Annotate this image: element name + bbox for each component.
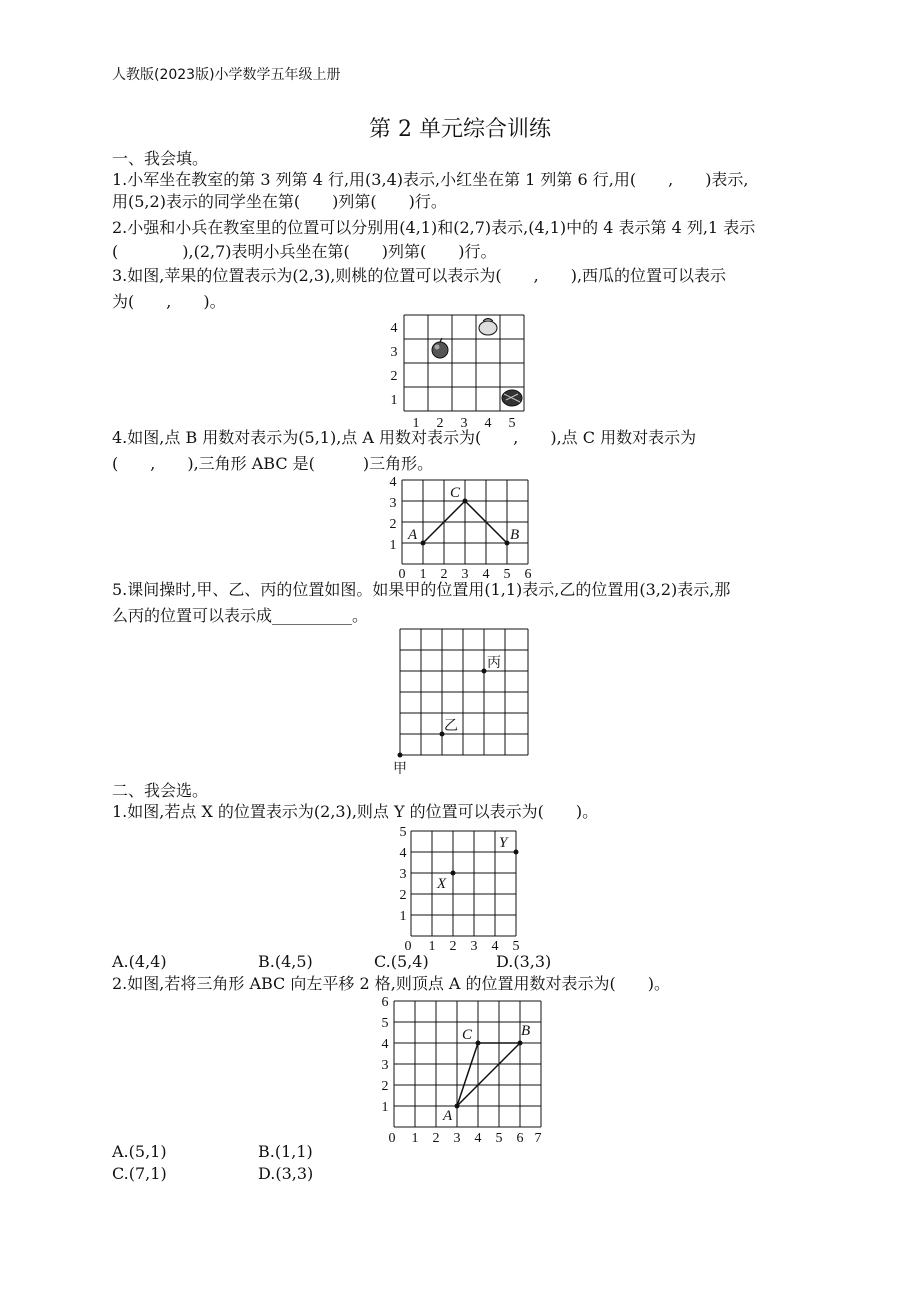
- s2-x-label: 3: [453, 1131, 461, 1146]
- s2-x-label: 5: [495, 1131, 503, 1146]
- q4-x-label: 3: [461, 567, 469, 582]
- q4-x-label: 0: [398, 567, 406, 582]
- s2-label-c: C: [462, 1027, 473, 1043]
- s2-point-a: [455, 1104, 460, 1109]
- s2-option-a[interactable]: A.(5,1): [112, 1142, 167, 1161]
- q1-line1: 1.小军坐在教室的第 3 列第 4 行,用(3,4)表示,小红坐在第 1 列第 6 行,用( , )表示,: [112, 170, 749, 189]
- s2-point-c: [476, 1041, 481, 1046]
- s2-x-label: 0: [388, 1131, 396, 1146]
- s2-triangle-grid: [378, 994, 544, 1146]
- page-title: 第 2 单元综合训练: [369, 117, 551, 142]
- q4-label-a: A: [408, 527, 418, 543]
- q4-x-label: 5: [503, 567, 511, 582]
- q3-x-label: 5: [508, 416, 516, 431]
- s1-y-label: 5: [399, 825, 407, 840]
- s2-x-label: 6: [516, 1131, 524, 1146]
- s2-label-a: A: [443, 1108, 453, 1124]
- q3-y-label: 2: [390, 369, 398, 384]
- q5-label-yi: 乙: [444, 718, 458, 734]
- s1-xy-grid: [396, 822, 528, 954]
- q4-label-c: C: [450, 485, 461, 501]
- s2-x-label: 2: [432, 1131, 440, 1146]
- q5-point-jia: [398, 753, 403, 758]
- s2-triangle-sides: [457, 1043, 520, 1106]
- s2-y-label: 3: [381, 1058, 389, 1073]
- s2-y-label: 4: [381, 1037, 389, 1052]
- s1-point-y: [514, 850, 519, 855]
- s2-option-c[interactable]: C.(7,1): [112, 1164, 167, 1183]
- q5-line1: 5.课间操时,甲、乙、丙的位置如图。如果甲的位置用(1,1)表示,乙的位置用(3,2)表示,那: [112, 580, 731, 599]
- q2-line2: ( ),(2,7)表明小兵坐在第( )列第( )行。: [112, 242, 497, 261]
- q3-line1: 3.如图,苹果的位置表示为(2,3),则桃的位置可以表示为( , ),西瓜的位置可以表示: [112, 266, 727, 285]
- s1-y-label: 3: [399, 867, 407, 882]
- q3-x-label: 1: [412, 416, 420, 431]
- s2-x-label: 1: [411, 1131, 419, 1146]
- q4-y-label: 1: [389, 538, 397, 553]
- page-header: 人教版(2023版)小学数学五年级上册: [112, 67, 341, 83]
- q5-label-bing: 丙: [487, 655, 501, 671]
- q5-position-grid: [390, 624, 532, 776]
- s1-y-label: 2: [399, 888, 407, 903]
- q3-x-label: 3: [460, 416, 468, 431]
- s1-x-label: 1: [428, 939, 436, 954]
- section-fill-heading: 一、我会填。: [112, 149, 209, 168]
- s1-option-b[interactable]: B.(4,5): [258, 952, 313, 971]
- s1-point-x: [451, 871, 456, 876]
- peach-icon: [479, 319, 497, 336]
- s2-line1: 2.如图,若将三角形 ABC 向左平移 2 格,则顶点 A 的位置用数对表示为( )。: [112, 974, 671, 993]
- q4-triangle-grid: [386, 474, 546, 582]
- s1-line1: 1.如图,若点 X 的位置表示为(2,3),则点 Y 的位置可以表示为( )。: [112, 802, 599, 821]
- s2-y-label: 1: [381, 1100, 389, 1115]
- s2-y-label: 5: [381, 1016, 389, 1031]
- s1-option-a[interactable]: A.(4,4): [112, 952, 167, 971]
- s2-option-d[interactable]: D.(3,3): [258, 1164, 314, 1183]
- q1-line2: 用(5,2)表示的同学坐在第( )列第( )行。: [112, 192, 447, 211]
- s2-point-b: [518, 1041, 523, 1046]
- s2-y-label: 2: [381, 1079, 389, 1094]
- q5-line2: 么丙的位置可以表示成__________。: [112, 606, 369, 625]
- q4-x-label: 2: [440, 567, 448, 582]
- s1-label-x: X: [437, 876, 447, 892]
- q5-point-bing: [482, 669, 487, 674]
- s1-x-label: 5: [512, 939, 520, 954]
- q3-fruit-grid: [388, 310, 538, 432]
- s1-label-y: Y: [499, 835, 508, 851]
- q5-label-jia: 甲: [393, 761, 407, 776]
- q4-x-label: 4: [482, 567, 490, 582]
- q4-x-label: 1: [419, 567, 427, 582]
- section-choice-heading: 二、我会选。: [112, 781, 209, 800]
- s2-y-label: 6: [381, 995, 389, 1010]
- s2-x-label: 7: [534, 1131, 542, 1146]
- q3-y-label: 3: [390, 345, 398, 360]
- s1-x-label: 2: [449, 939, 457, 954]
- s2-option-b[interactable]: B.(1,1): [258, 1142, 313, 1161]
- q4-y-label: 3: [389, 496, 397, 511]
- q4-line1: 4.如图,点 B 用数对表示为(5,1),点 A 用数对表示为( , ),点 C 用数对表示为: [112, 428, 697, 447]
- s1-option-c[interactable]: C.(5,4): [374, 952, 429, 971]
- apple-icon: [432, 338, 448, 358]
- s1-option-d[interactable]: D.(3,3): [496, 952, 552, 971]
- q3-x-label: 2: [436, 416, 444, 431]
- q4-point-c: [463, 499, 468, 504]
- s2-x-label: 4: [474, 1131, 482, 1146]
- s1-x-label: 4: [491, 939, 499, 954]
- q2-line1: 2.小强和小兵在教室里的位置可以分别用(4,1)和(2,7)表示,(4,1)中的 4 表示第 4 列,1 表示: [112, 218, 756, 237]
- q4-point-a: [421, 541, 426, 546]
- q4-y-label: 4: [389, 475, 397, 490]
- watermelon-icon: [502, 390, 522, 406]
- s2-label-b: B: [521, 1023, 531, 1039]
- q4-x-label: 6: [524, 567, 532, 582]
- s1-y-label: 4: [399, 846, 407, 861]
- q3-line2: 为( , )。: [112, 292, 226, 311]
- q4-y-label: 2: [389, 517, 397, 532]
- q4-line2: ( , ),三角形 ABC 是( )三角形。: [112, 454, 434, 473]
- q4-label-b: B: [510, 527, 520, 543]
- s1-x-label: 0: [404, 939, 412, 954]
- q4-point-b: [505, 541, 510, 546]
- s1-x-label: 3: [470, 939, 478, 954]
- q3-y-label: 4: [390, 321, 398, 336]
- q3-y-label: 1: [390, 393, 398, 408]
- s1-y-label: 1: [399, 909, 407, 924]
- q3-x-label: 4: [484, 416, 492, 431]
